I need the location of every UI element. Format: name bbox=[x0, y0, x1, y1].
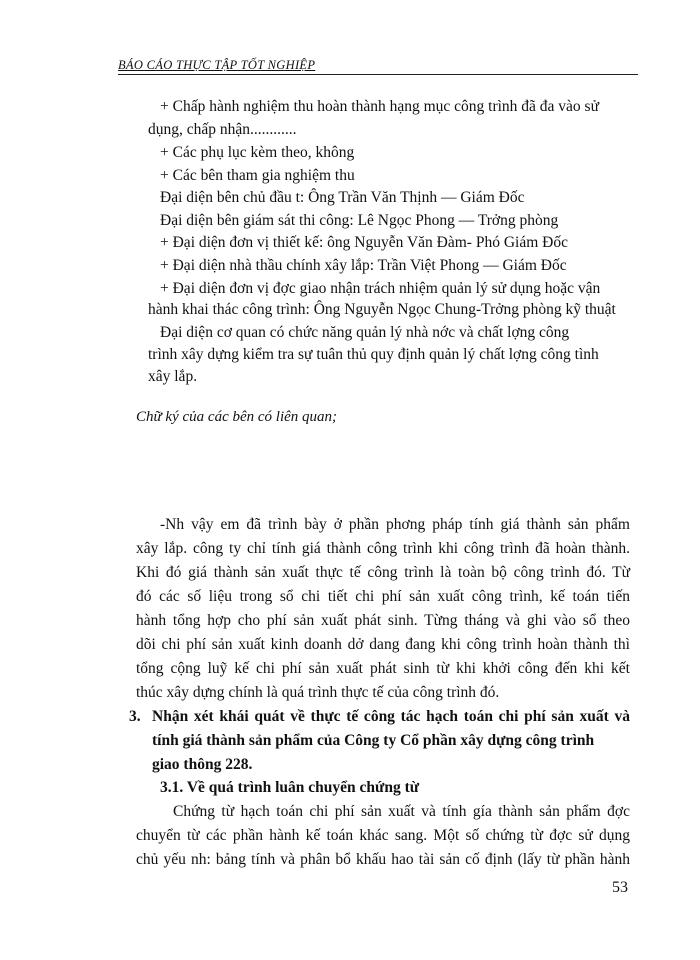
text-line: + Các bên tham gia nghiệm thu bbox=[160, 167, 355, 184]
paragraph-line: đó các số liệu trong sổ chi tiết chi phí sản xuất công trình, kế toán tiến bbox=[136, 588, 630, 605]
text-line: + Chấp hành nghiệm thu hoàn thành hạng mục công trình đã đa vào sử bbox=[160, 98, 599, 115]
text-line: Đại diện cơ quan có chức năng quản lý nhà nớc và chất lợng công bbox=[160, 324, 570, 341]
sub-paragraph-line: chuyển từ các phần hành kế toán khác sang. Một số chứng từ đợc sử dụng bbox=[136, 827, 630, 844]
header-rule bbox=[118, 74, 638, 75]
paragraph-line: tổng cộng luỹ kế chi phí sản xuất phát sinh từ khi khởi công đến khi kết bbox=[136, 660, 630, 677]
text-line: + Đại diện đơn vị đợc giao nhận trách nhiệm quản lý sử dụng hoặc vận bbox=[160, 280, 601, 297]
page-number: 53 bbox=[612, 879, 628, 896]
text-line: + Đại diện nhà thầu chính xây lắp: Trần Việt Phong — Giám Đốc bbox=[160, 257, 567, 274]
paragraph-line: hành tổng hợp cho phí sản xuất phát sinh. Từng tháng và ghi vào sổ theo bbox=[136, 612, 630, 629]
section-title-line: tính giá thành sản phẩm của Công ty Cổ phần xây dựng công trình bbox=[152, 732, 595, 749]
subsection-title: 3.1. Về quá trình luân chuyển chứng từ bbox=[160, 779, 420, 796]
text-line: + Các phụ lục kèm theo, không bbox=[160, 144, 355, 161]
paragraph-line: xây lắp. công ty chỉ tính giá thành công trình khi công trình đã hoàn thành. bbox=[136, 540, 630, 557]
text-line: hành khai thác công trình: Ông Nguyễn Ngọc Chung-Trởng phòng kỹ thuật bbox=[148, 301, 616, 318]
sub-paragraph-line: chủ yếu nh: bảng tính và phân bổ khấu hao tài sản cố định (lấy từ phần hành bbox=[136, 851, 630, 868]
text-line: trình xây dựng kiểm tra sự tuân thủ quy định quản lý chất lợng công tình bbox=[148, 346, 599, 363]
text-line: dụng, chấp nhận............ bbox=[148, 121, 297, 138]
text-line: xây lắp. bbox=[148, 368, 198, 385]
section-title-line: giao thông 228. bbox=[152, 756, 253, 773]
running-header: BÁO CÁO THỰC TẬP TỐT NGHIỆP bbox=[118, 58, 316, 72]
signature-line: Chữ ký của các bên có liên quan; bbox=[136, 409, 338, 425]
paragraph-line: -Nh vậy em đã trình bày ở phần phơng pháp tính giá thành sản phẩm bbox=[160, 516, 630, 533]
text-line: + Đại diện đơn vị thiết kế: ông Nguyễn Văn Đàm- Phó Giám Đốc bbox=[160, 234, 568, 251]
paragraph-line: thúc xây dựng chính là quá trình thực tế của công trình đó. bbox=[136, 684, 500, 701]
text-line: Đại diện bên giám sát thi công: Lê Ngọc Phong — Trởng phòng bbox=[160, 212, 559, 229]
paragraph-line: dõi chi phí sản xuất kinh doanh dở dang đang khi công trình hoàn thành thì bbox=[136, 636, 630, 653]
sub-paragraph-line: Chứng từ hạch toán chi phí sản xuất và tính gía thành sản phẩm đợc bbox=[173, 803, 630, 820]
paragraph-line: Khi đó giá thành sản xuất thực tế công trình là toàn bộ công trình đó. Từ bbox=[136, 564, 630, 581]
text-line: Đại diện bên chủ đầu t: Ông Trần Văn Thịnh — Giám Đốc bbox=[160, 189, 525, 206]
section-number: 3. bbox=[129, 708, 141, 725]
section-title-line: Nhận xét khái quát về thực tế công tác hạch toán chi phí sản xuất và bbox=[152, 708, 630, 725]
